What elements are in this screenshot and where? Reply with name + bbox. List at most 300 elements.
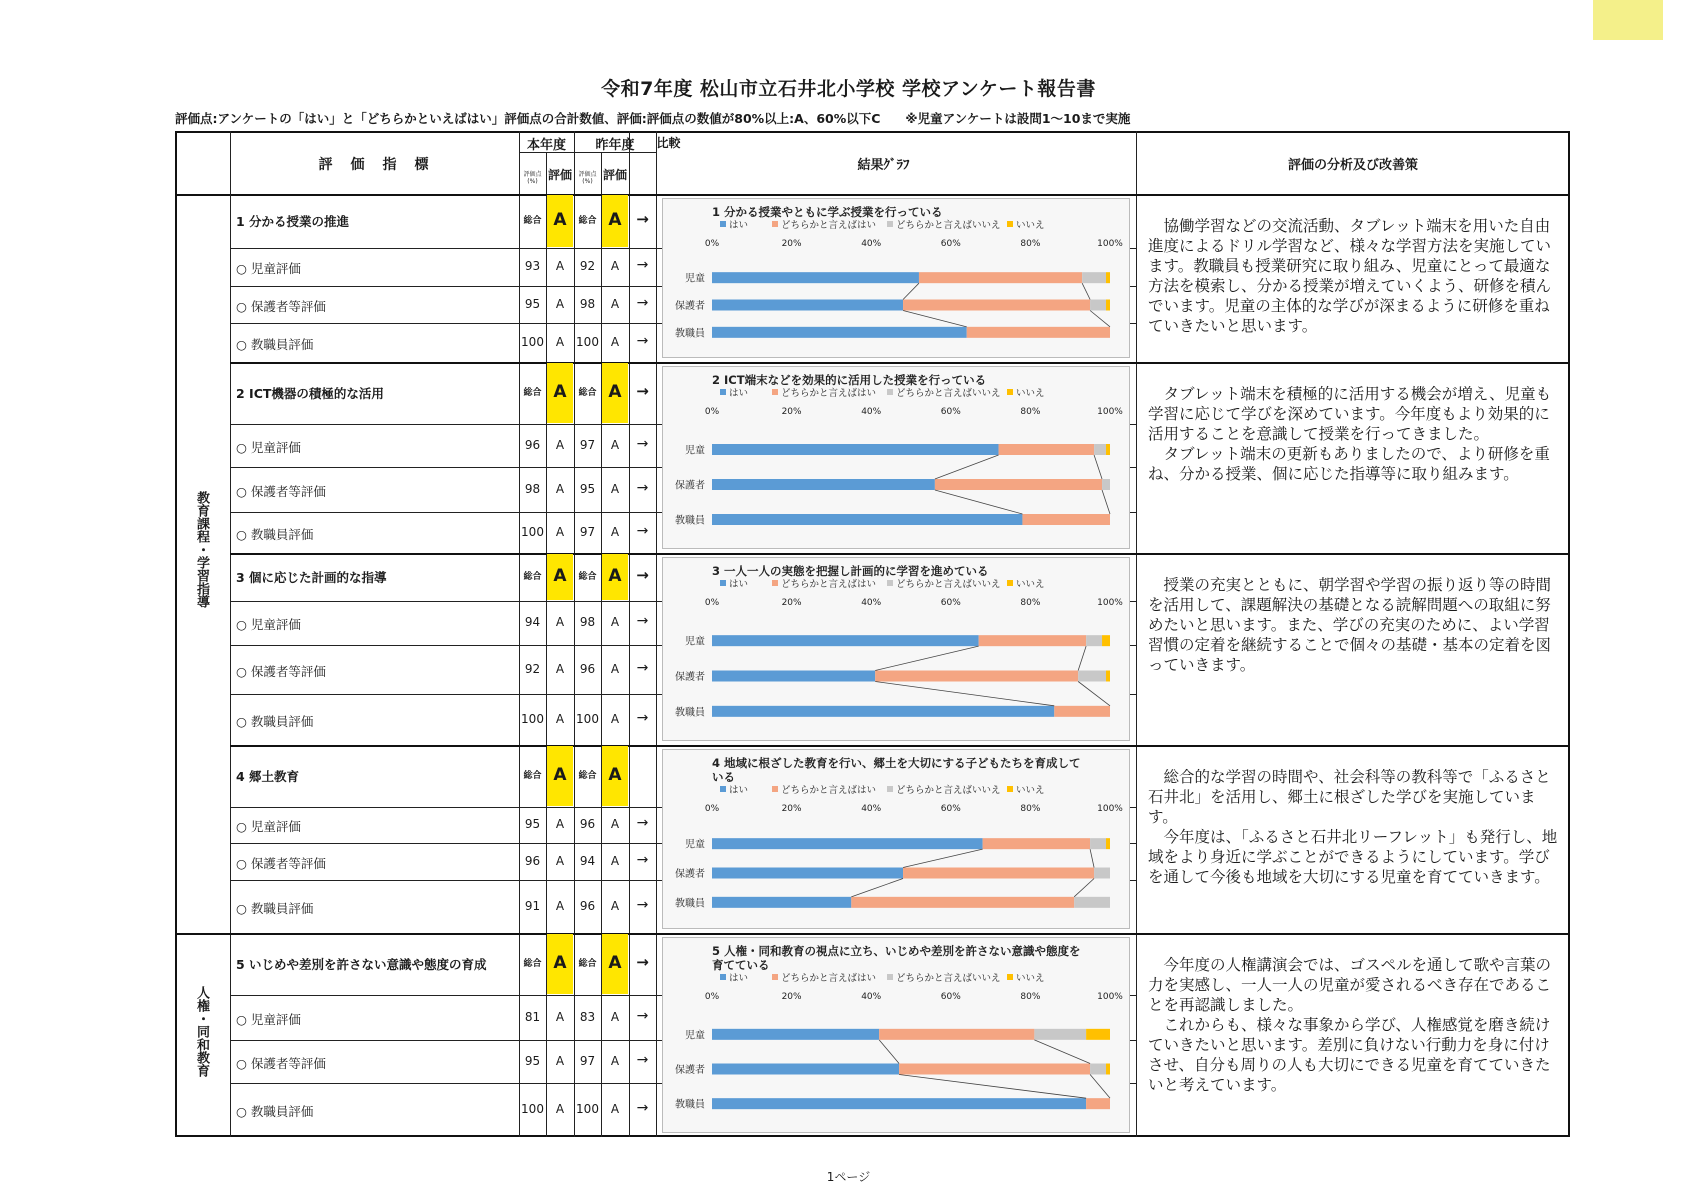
legend-swatch bbox=[1007, 389, 1013, 395]
x-tick-label: 0% bbox=[704, 992, 720, 1002]
chart-title: 育てている bbox=[712, 958, 770, 972]
legend-label: どちらかと言えばいいえ bbox=[896, 785, 1001, 796]
category-label: 教職員 bbox=[675, 515, 705, 527]
bar-segment bbox=[1090, 300, 1106, 311]
category-label: 児童 bbox=[685, 445, 705, 457]
section-prev-total-label: 総合 bbox=[578, 959, 597, 969]
grade-value: A bbox=[555, 711, 565, 726]
x-tick-label: 20% bbox=[781, 804, 802, 814]
result-chart bbox=[662, 198, 1130, 358]
analysis-paragraph: 授業の充実とともに、朝学習や学習の振り返り等の時間を活用して、課題解決の基礎となる読解問題への取組に努めたいと思います。また、学びの充実のために、よい学習習慣の定着を継続することで個々の基礎・基本の定着を図っていきます。 bbox=[1148, 576, 1552, 674]
x-tick-label: 40% bbox=[861, 239, 882, 249]
x-tick-label: 80% bbox=[1020, 598, 1041, 608]
category-label: 児童 bbox=[685, 839, 705, 851]
legend-label: どちらかと言えばいいえ bbox=[896, 220, 1001, 231]
legend-label: はい bbox=[729, 220, 749, 231]
prev-grade-value: A bbox=[610, 259, 620, 273]
bar-segment bbox=[903, 868, 1094, 879]
bar-segment bbox=[712, 897, 851, 908]
prev-grade-value: A bbox=[610, 898, 620, 913]
legend-swatch bbox=[887, 580, 893, 586]
section-prev-grade: A bbox=[608, 953, 622, 973]
respondent-label: ○ 保護者等評価 bbox=[236, 1055, 326, 1071]
x-tick-label: 60% bbox=[940, 598, 961, 608]
section-grade: A bbox=[553, 382, 567, 402]
bar-segment bbox=[1090, 1064, 1106, 1075]
respondent-label: ○ 保護者等評価 bbox=[236, 855, 326, 871]
section-prev-grade: A bbox=[608, 566, 622, 586]
x-tick-label: 20% bbox=[781, 239, 802, 249]
prev-score-value: 94 bbox=[579, 853, 596, 868]
grade-value: A bbox=[555, 661, 565, 676]
prev-grade-value: A bbox=[610, 1009, 620, 1024]
bar-segment bbox=[983, 838, 1090, 849]
respondent-label: ○ 保護者等評価 bbox=[236, 663, 326, 679]
bar-segment bbox=[712, 838, 983, 849]
compare-arrow: → bbox=[636, 479, 649, 496]
x-tick-label: 60% bbox=[940, 239, 961, 249]
bar-segment bbox=[712, 272, 919, 283]
section-title: 4 郷土教育 bbox=[236, 769, 300, 784]
column-divider bbox=[519, 131, 520, 1137]
chart-title: いる bbox=[712, 770, 735, 784]
score-value: 100 bbox=[521, 711, 544, 726]
row-divider bbox=[230, 362, 1570, 364]
prev-grade-value: A bbox=[610, 661, 620, 676]
bar-segment bbox=[1090, 838, 1106, 849]
grade-value: A bbox=[555, 296, 565, 311]
grade-value: A bbox=[555, 1053, 565, 1068]
compare-arrow: → bbox=[636, 332, 649, 349]
section-total-label: 総合 bbox=[523, 388, 542, 398]
compare-arrow: → bbox=[636, 613, 649, 629]
respondent-label: ○ 児童評価 bbox=[236, 261, 301, 276]
chart-title: 1 分かる授業やともに学ぶ授業を行っている bbox=[712, 205, 943, 219]
bar-segment bbox=[999, 444, 1095, 455]
this-year-header: 本年度 bbox=[526, 138, 566, 153]
column-divider bbox=[1136, 131, 1137, 1137]
grade-value: A bbox=[555, 1102, 565, 1116]
prev-grade-value: A bbox=[610, 1053, 620, 1068]
section-total-label: 総合 bbox=[523, 959, 542, 969]
section-grade: A bbox=[553, 210, 567, 230]
x-tick-label: 40% bbox=[861, 992, 882, 1002]
grade-value: A bbox=[555, 481, 565, 496]
chart-title: 3 一人一人の実態を把握し計画的に学習を進めている bbox=[712, 564, 989, 578]
legend-swatch bbox=[772, 221, 778, 227]
score-value: 95 bbox=[524, 1053, 541, 1068]
analysis-paragraph: 総合的な学習の時間や、社会科等の教科等で「ふるさと石井北」を活用し、郷土に根ざした学びを実施しています。 bbox=[1148, 768, 1551, 826]
bar-segment bbox=[1086, 1029, 1110, 1040]
section-compare-arrow: → bbox=[636, 566, 649, 584]
prev-score-value: 100 bbox=[576, 711, 599, 726]
row-divider bbox=[175, 194, 1570, 196]
compare-arrow: → bbox=[636, 294, 649, 311]
x-tick-label: 60% bbox=[940, 804, 961, 814]
prev-grade-value: A bbox=[610, 481, 620, 496]
legend-label: どちらかと言えばいいえ bbox=[896, 579, 1001, 590]
bar-segment bbox=[1034, 1029, 1086, 1040]
x-tick-label: 20% bbox=[781, 598, 802, 608]
category-label: 教職員 bbox=[675, 707, 705, 719]
x-tick-label: 60% bbox=[940, 992, 961, 1002]
respondent-label: ○ 教職員評価 bbox=[236, 900, 314, 916]
category-label: 教職員 bbox=[675, 898, 705, 910]
legend-label: どちらかと言えばはい bbox=[781, 785, 877, 796]
legend-swatch bbox=[1007, 786, 1013, 792]
evaluation-note: 評価点:アンケートの「はい」と「どちらかといえばはい」評価点の合計数値、評価:評価点の数値が80%以上:A、60%以下C ※児童アンケートは設問1～10まで実施 bbox=[175, 111, 1131, 126]
category-human-rights: 人権・同和教育 bbox=[194, 986, 209, 1077]
legend-label: いいえ bbox=[1016, 220, 1045, 231]
score-value: 95 bbox=[524, 817, 541, 831]
section-prev-grade: A bbox=[608, 382, 622, 402]
bar-segment bbox=[1102, 479, 1110, 490]
score-value: 100 bbox=[521, 524, 544, 539]
section-title: 2 ICT機器の積極的な活用 bbox=[236, 386, 384, 401]
compare-arrow: → bbox=[636, 435, 649, 452]
bar-segment bbox=[1106, 300, 1110, 311]
legend-swatch bbox=[772, 974, 778, 980]
x-tick-label: 100% bbox=[1097, 992, 1123, 1002]
category-label: 保護者 bbox=[675, 1065, 705, 1076]
graph-header: 結果ｸﾞﾗﾌ bbox=[857, 158, 910, 173]
bar-segment bbox=[1106, 272, 1110, 283]
legend-label: どちらかと言えばはい bbox=[781, 220, 877, 231]
column-divider bbox=[656, 131, 657, 1137]
prev-score-value: 98 bbox=[579, 615, 596, 629]
x-tick-label: 0% bbox=[704, 239, 720, 249]
section-prev-grade: A bbox=[608, 765, 622, 785]
column-divider bbox=[629, 131, 630, 1137]
bar-segment bbox=[935, 479, 1102, 490]
column-divider bbox=[1568, 131, 1570, 1137]
section-prev-total-label: 総合 bbox=[578, 216, 597, 226]
legend-swatch bbox=[887, 974, 893, 980]
analysis-paragraph: 今年度の人権講演会では、ゴスペルを通して歌や言葉の力を実感し、一人一人の児童が愛されるべき存在であることを再認識しました。 bbox=[1148, 956, 1552, 1014]
category-label: 保護者 bbox=[675, 480, 705, 492]
row-divider bbox=[175, 1135, 1570, 1137]
analysis-paragraph: 今年度は、「ふるさと石井北リーフレット」も発行し、地域をより身近に学ぶことができるようにしています。学びを通して今後も地域を大切にする児童を育てていきます。 bbox=[1148, 828, 1558, 886]
x-tick-label: 20% bbox=[781, 992, 802, 1002]
bar-segment bbox=[712, 479, 935, 490]
prev-grade-value: A bbox=[610, 334, 620, 349]
bar-segment bbox=[712, 444, 999, 455]
section-grade: A bbox=[553, 953, 567, 973]
analysis-text bbox=[1148, 955, 1562, 1095]
analysis-text bbox=[1148, 384, 1562, 484]
bar-segment bbox=[851, 897, 1074, 908]
score-value: 91 bbox=[524, 898, 541, 913]
compare-arrow: → bbox=[636, 1007, 649, 1024]
bar-segment bbox=[875, 671, 1078, 682]
prev-score-value: 92 bbox=[579, 259, 596, 273]
grade-value: A bbox=[555, 524, 565, 539]
legend-label: いいえ bbox=[1016, 579, 1045, 590]
x-tick-label: 80% bbox=[1020, 407, 1041, 417]
category-label: 児童 bbox=[685, 1030, 705, 1042]
legend-label: どちらかと言えばはい bbox=[781, 973, 877, 984]
page-number: 1ページ bbox=[826, 1170, 871, 1184]
grade-value: A bbox=[555, 853, 565, 868]
grade-value: A bbox=[555, 1009, 565, 1024]
last-year-header: 昨年度 bbox=[595, 138, 635, 153]
column-divider bbox=[574, 131, 575, 1137]
respondent-label: ○ 保護者等評価 bbox=[236, 298, 326, 314]
section-title: 1 分かる授業の推進 bbox=[236, 214, 350, 229]
category-education: 教育課程・学習指導 bbox=[194, 491, 209, 608]
section-prev-total-label: 総合 bbox=[578, 388, 597, 398]
x-tick-label: 100% bbox=[1097, 239, 1123, 249]
compare-arrow: → bbox=[636, 851, 649, 868]
respondent-label: ○ 教職員評価 bbox=[236, 526, 314, 542]
section-compare-arrow: → bbox=[636, 210, 649, 228]
column-divider bbox=[175, 131, 177, 1137]
legend-label: いいえ bbox=[1016, 388, 1045, 399]
bar-segment bbox=[712, 635, 979, 646]
prev-grade-value: A bbox=[610, 437, 620, 452]
bar-segment bbox=[1094, 868, 1110, 879]
row-divider bbox=[230, 745, 1570, 747]
compare-arrow: → bbox=[636, 815, 649, 831]
score-value: 96 bbox=[524, 437, 541, 452]
grade-value: A bbox=[555, 437, 565, 452]
analysis-text bbox=[1148, 216, 1562, 336]
prev-score-value: 83 bbox=[579, 1009, 596, 1024]
analysis-paragraph: タブレット端末を積極的に活用する機会が増え、児童も学習に応じて学びを深めています。今年度もより効果的に活用することを意識して授業を行ってきました。 bbox=[1148, 385, 1552, 443]
x-tick-label: 60% bbox=[940, 407, 961, 417]
compare-arrow: → bbox=[636, 257, 649, 273]
respondent-label: ○ 保護者等評価 bbox=[236, 483, 326, 499]
bar-segment bbox=[712, 1098, 1086, 1109]
row-divider bbox=[175, 933, 230, 935]
bar-segment bbox=[712, 706, 1054, 717]
x-tick-label: 100% bbox=[1097, 407, 1123, 417]
score-value: 94 bbox=[524, 615, 541, 629]
prev-grade-value: A bbox=[610, 524, 620, 539]
compare-arrow: → bbox=[636, 896, 649, 913]
respondent-label: ○ 児童評価 bbox=[236, 819, 301, 834]
chart-svg bbox=[662, 366, 1130, 549]
bar-segment bbox=[1106, 671, 1110, 682]
prev-score-value: 97 bbox=[579, 437, 596, 452]
score-header: 評価点(%) bbox=[523, 171, 542, 185]
legend-label: どちらかと言えばいいえ bbox=[896, 388, 1001, 399]
chart-title: 4 地域に根ざした教育を行い、郷土を大切にする子どもたちを育成して bbox=[712, 756, 1081, 770]
section-compare-arrow: → bbox=[636, 382, 649, 400]
analysis-text bbox=[1148, 575, 1562, 675]
legend-label: はい bbox=[729, 579, 749, 590]
x-tick-label: 100% bbox=[1097, 598, 1123, 608]
sticky-note bbox=[1593, 0, 1663, 40]
prev-score-value: 96 bbox=[579, 661, 596, 676]
section-prev-grade: A bbox=[608, 210, 622, 230]
section-title: 5 いじめや差別を許さない意識や態度の育成 bbox=[236, 957, 487, 972]
chart-svg bbox=[662, 749, 1130, 929]
bar-segment bbox=[1082, 272, 1106, 283]
respondent-label: ○ 教職員評価 bbox=[236, 336, 314, 352]
bar-segment bbox=[712, 671, 875, 682]
prev-score-value: 96 bbox=[579, 817, 596, 831]
category-label: 教職員 bbox=[675, 1099, 705, 1111]
legend-swatch bbox=[772, 580, 778, 586]
legend-swatch bbox=[720, 221, 726, 227]
prev-grade-value: A bbox=[610, 711, 620, 726]
category-label: 児童 bbox=[685, 273, 705, 285]
legend-label: はい bbox=[729, 973, 749, 984]
bar-segment bbox=[712, 1064, 899, 1075]
row-divider bbox=[230, 933, 1570, 935]
section-prev-total-label: 総合 bbox=[578, 771, 597, 781]
row-divider bbox=[230, 553, 1570, 555]
x-tick-label: 40% bbox=[861, 407, 882, 417]
bar-segment bbox=[919, 272, 1082, 283]
prev-score-value: 100 bbox=[576, 1102, 599, 1116]
legend-swatch bbox=[772, 389, 778, 395]
grade-value: A bbox=[555, 259, 565, 273]
bar-segment bbox=[1054, 706, 1110, 717]
category-label: 保護者 bbox=[675, 869, 705, 880]
prev-score-header: 評価点(%) bbox=[578, 171, 597, 185]
respondent-label: ○ 児童評価 bbox=[236, 617, 301, 632]
section-prev-total-label: 総合 bbox=[578, 572, 597, 582]
bar-segment bbox=[712, 327, 967, 338]
legend-swatch bbox=[720, 786, 726, 792]
grade-value: A bbox=[555, 615, 565, 629]
bar-segment bbox=[1074, 897, 1110, 908]
bar-segment bbox=[1102, 635, 1110, 646]
prev-score-value: 97 bbox=[579, 524, 596, 539]
section-total-label: 総合 bbox=[523, 216, 542, 226]
category-label: 教職員 bbox=[675, 328, 705, 340]
score-value: 96 bbox=[524, 853, 541, 868]
bar-segment bbox=[712, 300, 903, 311]
section-grade: A bbox=[553, 566, 567, 586]
bar-segment bbox=[899, 1064, 1090, 1075]
chart-title: 5 人権・同和教育の視点に立ち、いじめや差別を許さない意識や態度を bbox=[712, 944, 1081, 958]
legend-swatch bbox=[720, 974, 726, 980]
respondent-label: ○ 教職員評価 bbox=[236, 713, 314, 729]
score-value: 98 bbox=[524, 481, 541, 496]
prev-grade-value: A bbox=[610, 1102, 620, 1116]
compare-arrow: → bbox=[636, 659, 649, 676]
legend-label: いいえ bbox=[1016, 973, 1045, 984]
prev-grade-value: A bbox=[610, 296, 620, 311]
result-chart bbox=[662, 749, 1130, 929]
bar-segment bbox=[712, 514, 1022, 525]
bar-segment bbox=[1106, 444, 1110, 455]
x-tick-label: 0% bbox=[704, 598, 720, 608]
bar-segment bbox=[979, 635, 1086, 646]
legend-label: はい bbox=[729, 785, 749, 796]
bar-segment bbox=[1106, 1064, 1110, 1075]
compare-arrow: → bbox=[636, 1100, 649, 1116]
category-label: 児童 bbox=[685, 636, 705, 648]
compare-arrow: → bbox=[636, 522, 649, 539]
score-value: 93 bbox=[524, 259, 541, 273]
grade-header: 評価 bbox=[547, 168, 572, 182]
prev-score-value: 96 bbox=[579, 898, 596, 913]
page-title: 令和7年度 松山市立石井北小学校 学校アンケート報告書 bbox=[601, 78, 1096, 100]
analysis-text bbox=[1148, 767, 1562, 887]
bar-segment bbox=[1086, 635, 1102, 646]
compare-arrow: → bbox=[636, 709, 649, 726]
prev-grade-value: A bbox=[610, 817, 620, 831]
prev-grade-value: A bbox=[610, 615, 620, 629]
section-compare-arrow: → bbox=[636, 953, 649, 971]
legend-swatch bbox=[772, 786, 778, 792]
prev-grade-header: 評価 bbox=[602, 168, 627, 182]
x-tick-label: 80% bbox=[1020, 239, 1041, 249]
prev-grade-value: A bbox=[610, 853, 620, 868]
report-table bbox=[175, 131, 1570, 1137]
x-tick-label: 0% bbox=[704, 804, 720, 814]
section-title: 3 個に応じた計画的な指導 bbox=[236, 570, 387, 585]
legend-label: どちらかと言えばはい bbox=[781, 388, 877, 399]
score-value: 100 bbox=[521, 334, 544, 349]
legend-swatch bbox=[720, 580, 726, 586]
result-chart bbox=[662, 557, 1130, 741]
score-value: 95 bbox=[524, 296, 541, 311]
bar-segment bbox=[1078, 671, 1106, 682]
respondent-label: ○ 教職員評価 bbox=[236, 1104, 314, 1119]
bar-segment bbox=[903, 300, 1090, 311]
compare-arrow: → bbox=[636, 1051, 649, 1068]
x-tick-label: 100% bbox=[1097, 804, 1123, 814]
score-value: 81 bbox=[524, 1009, 541, 1024]
bar-segment bbox=[1094, 444, 1106, 455]
prev-score-value: 95 bbox=[579, 481, 596, 496]
chart-svg bbox=[662, 937, 1130, 1133]
legend-swatch bbox=[1007, 580, 1013, 586]
x-tick-label: 80% bbox=[1020, 804, 1041, 814]
compare-header: 比較 bbox=[656, 136, 681, 150]
chart-title: 2 ICT端末などを効果的に活用した授業を行っている bbox=[712, 373, 987, 387]
legend-label: どちらかと言えばいいえ bbox=[896, 973, 1001, 984]
legend-label: はい bbox=[729, 388, 749, 399]
respondent-label: ○ 児童評価 bbox=[236, 1011, 301, 1027]
chart-svg bbox=[662, 198, 1130, 358]
bar-segment bbox=[967, 327, 1110, 338]
analysis-header: 評価の分析及び改善策 bbox=[1287, 158, 1418, 173]
prev-score-value: 100 bbox=[576, 334, 599, 349]
section-total-label: 総合 bbox=[523, 771, 542, 781]
category-label: 保護者 bbox=[675, 672, 705, 683]
row-divider bbox=[175, 131, 1570, 133]
legend-swatch bbox=[887, 221, 893, 227]
bar-segment bbox=[1022, 514, 1110, 525]
x-tick-label: 0% bbox=[704, 407, 720, 417]
analysis-paragraph: タブレット端末の更新もありましたので、より研修を重ね、分かる授業、個に応じた指導等に取り組みます。 bbox=[1148, 445, 1550, 483]
respondent-label: ○ 児童評価 bbox=[236, 439, 301, 455]
section-grade: A bbox=[553, 765, 567, 785]
legend-label: どちらかと言えばはい bbox=[781, 579, 877, 590]
prev-score-value: 98 bbox=[579, 296, 596, 311]
score-value: 92 bbox=[524, 661, 541, 676]
grade-value: A bbox=[555, 898, 565, 913]
x-tick-label: 40% bbox=[861, 804, 882, 814]
category-label: 保護者 bbox=[675, 301, 705, 312]
grade-value: A bbox=[555, 817, 565, 831]
legend-swatch bbox=[887, 389, 893, 395]
legend-swatch bbox=[720, 389, 726, 395]
section-total-label: 総合 bbox=[523, 572, 542, 582]
chart-svg bbox=[662, 557, 1130, 741]
prev-score-value: 97 bbox=[579, 1053, 596, 1068]
bar-segment bbox=[1106, 838, 1110, 849]
indicator-header: 評 価 指 標 bbox=[318, 157, 431, 173]
x-tick-label: 20% bbox=[781, 407, 802, 417]
x-tick-label: 40% bbox=[861, 598, 882, 608]
